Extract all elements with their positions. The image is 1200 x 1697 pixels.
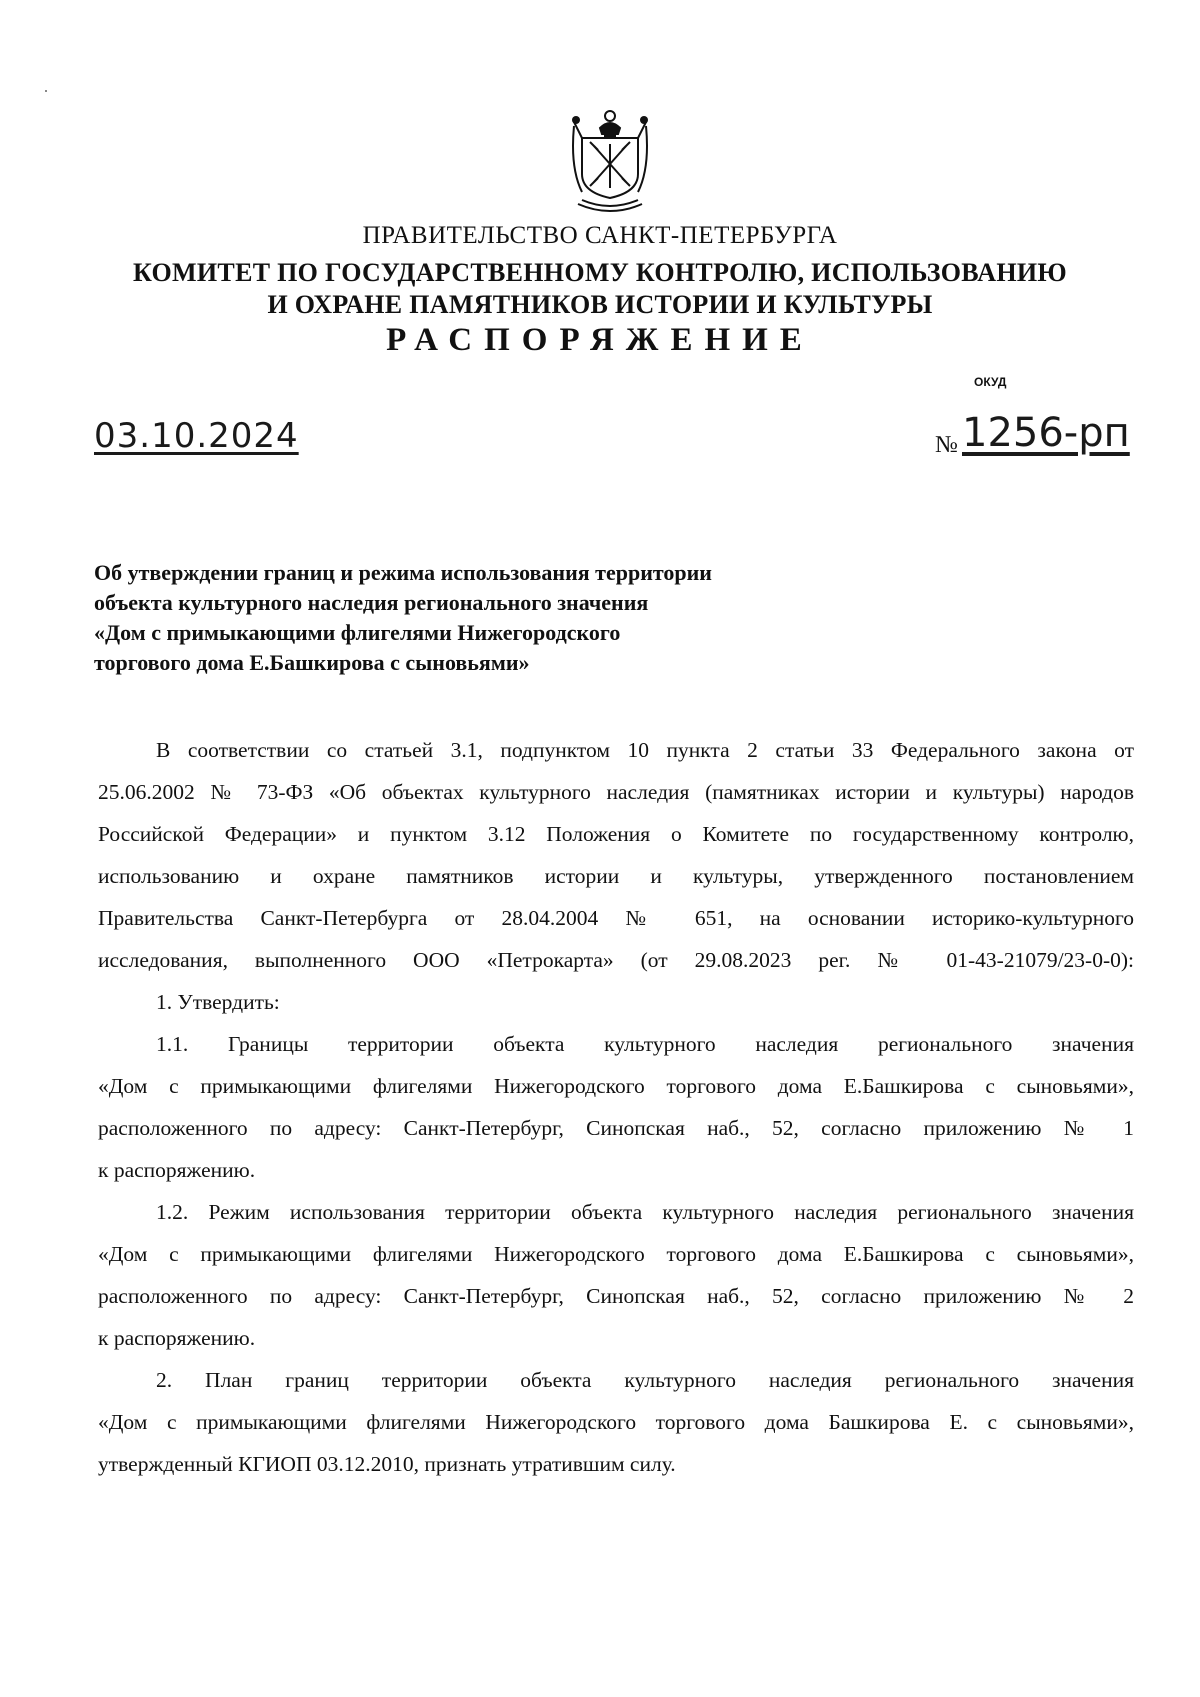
item-1-2-line: к распоряжению.: [98, 1326, 256, 1350]
item-1-2-line: «Дом с примыкающими флигелями Нижегородского торгового дома Е.Башкирова с сыновьями»,: [98, 1242, 1134, 1266]
coat-of-arms-icon: [568, 108, 652, 214]
number-sign: №: [935, 432, 958, 458]
committee-title-line1: КОМИТЕТ ПО ГОСУДАРСТВЕННОМУ КОНТРОЛЮ, ИСПОЛЬЗОВАНИЮ: [133, 258, 1067, 287]
okud-label: ОКУД: [974, 375, 1007, 389]
item-1-1-line: 1.1. Границы территории объекта культурного наследия регионального значения: [156, 1032, 1134, 1056]
subject-line: торгового дома Е.Башкирова с сыновьями»: [94, 650, 530, 675]
preamble-line: Российской Федерации» и пунктом 3.12 Положения о Комитете по государственному контролю,: [98, 822, 1134, 846]
item-1-1-line: к распоряжению.: [98, 1158, 256, 1182]
preamble-line: В соответствии со статьей 3.1, подпунктом 10 пункта 2 статьи 33 Федерального закона от: [156, 738, 1134, 762]
subject-line: объекта культурного наследия регионального значения: [94, 590, 649, 615]
item-2-paragraph: [98, 1359, 1134, 1485]
item-2-line: «Дом с примыкающими флигелями Нижегородского торгового дома Башкирова Е. с сыновьями»,: [98, 1410, 1134, 1434]
item-1-1-line: расположенного по адресу: Санкт-Петербург, Синопская наб., 52, согласно приложению № 1: [98, 1116, 1134, 1140]
item-2-line: 2. План границ территории объекта культурного наследия регионального значения: [156, 1368, 1134, 1392]
document-date: 03.10.2024: [94, 416, 299, 456]
preamble-line: Правительства Санкт-Петербурга от 28.04.2004 № 651, на основании историко-культурного: [98, 906, 1134, 930]
item-2-line: утвержденный КГИОП 03.12.2010, признать утратившим силу.: [98, 1452, 676, 1476]
preamble-line: исследования, выполненного ООО «Петрокарта» (от 29.08.2023 рег. № 01-43-21079/23-0-0):: [98, 948, 1134, 972]
item-1-2-paragraph: [98, 1191, 1134, 1359]
government-title: ПРАВИТЕЛЬСТВО САНКТ-ПЕТЕРБУРГА: [362, 222, 838, 249]
document-number: 1256-рп: [962, 410, 1130, 456]
committee-title-line2: И ОХРАНЕ ПАМЯТНИКОВ ИСТОРИИ И КУЛЬТУРЫ: [267, 290, 933, 319]
item-1-1-line: «Дом с примыкающими флигелями Нижегородского торгового дома Е.Башкирова с сыновьями»,: [98, 1074, 1134, 1098]
scan-speck: [45, 90, 47, 92]
preamble-line: 25.06.2002 № 73-ФЗ «Об объектах культурного наследия (памятниках истории и культуры) народов: [98, 780, 1134, 804]
preamble-line: использованию и охране памятников истории и культуры, утвержденного постановлением: [98, 864, 1134, 888]
subject-line: «Дом с примыкающими флигелями Нижегородского: [94, 620, 621, 645]
item-1: [98, 981, 1134, 1023]
item-1-text: 1. Утвердить:: [156, 990, 280, 1014]
subject-line: Об утверждении границ и режима использования территории: [94, 560, 712, 585]
item-1-1-paragraph: [98, 1023, 1134, 1191]
document-type: РАСПОРЯЖЕНИЕ: [386, 322, 814, 358]
item-1-2-line: 1.2. Режим использования территории объекта культурного наследия регионального значения: [156, 1200, 1134, 1224]
preamble-paragraph: [98, 729, 1134, 981]
document-subject: [94, 558, 854, 678]
item-1-2-line: расположенного по адресу: Санкт-Петербург, Синопская наб., 52, согласно приложению № 2: [98, 1284, 1134, 1308]
